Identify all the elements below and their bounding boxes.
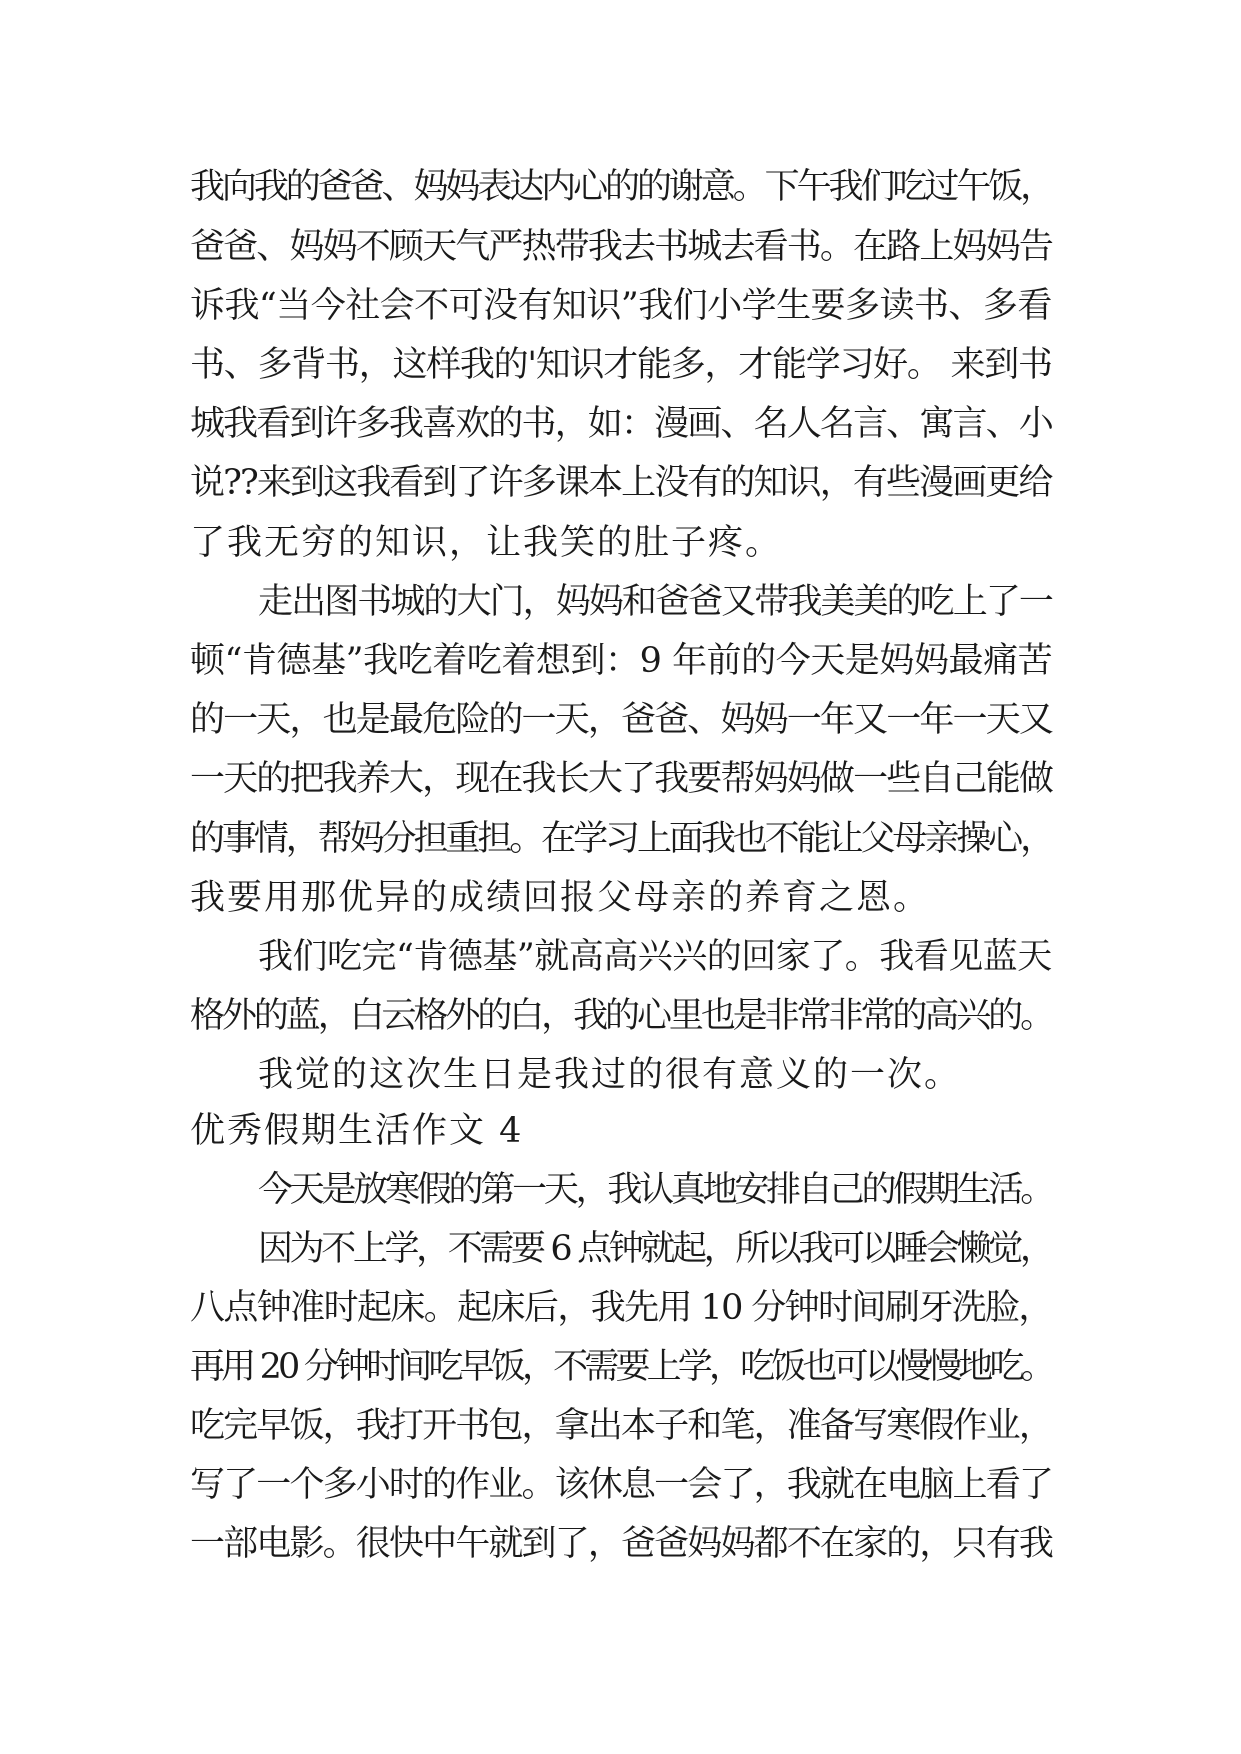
paragraph-first-line: 走出图书城的大门，妈妈和爸爸又带我美美的吃上了一 [258, 582, 1053, 622]
section-heading: 优秀假期生活作文 4 [190, 1111, 524, 1151]
body-text-line: 的一天，也是最危险的一天，爸爸、妈妈一年又一年一天又 [190, 700, 1053, 740]
body-text-line: 城我看到许多我喜欢的书，如：漫画、名人名言、寓言、小 [190, 404, 1053, 444]
paragraph-first-line: 我觉的这次生日是我过的很有意义的一次。 [258, 1055, 962, 1095]
body-text-line: 诉我“当今社会不可没有知识”我们小学生要多读书、多看 [190, 286, 1052, 326]
body-text-line: 写了一个多小时的作业。该休息一会了，我就在电脑上看了 [190, 1465, 1053, 1505]
body-text-line: 八点钟准时起床。起床后，我先用 10 分钟时间刷牙洗脸， [190, 1288, 1052, 1328]
body-text-line: 顿“肯德基”我吃着吃着想到：9 年前的今天是妈妈最痛苦 [190, 641, 1053, 681]
body-text-line: 吃完早饭，我打开书包，拿出本子和笔，准备写寒假作业， [190, 1406, 1053, 1446]
paragraph-first-line: 今天是放寒假的第一天，我认真地安排自己的假期生活。 [258, 1170, 1053, 1210]
body-text-line: 一天的把我养大，现在我长大了我要帮妈妈做一些自己能做 [190, 759, 1053, 799]
body-text-line: 书、多背书，这样我的'知识才能多，才能学习好。 来到书 [190, 345, 1052, 385]
body-text-line: 的事情，帮妈分担重担。在学习上面我也不能让父母亲操心， [190, 819, 1053, 859]
body-text-line: 我要用那优异的成绩回报父母亲的养育之恩。 [190, 878, 931, 918]
body-text-line: 格外的蓝，白云格外的白，我的心里也是非常非常的高兴的。 [190, 996, 1053, 1036]
body-text-line: 再用 20 分钟时间吃早饭，不需要上学，吃饭也可以慢慢地吃。 [190, 1347, 1052, 1387]
body-text-line: 了我无穷的知识，让我笑的肚子疼。 [190, 523, 783, 563]
paragraph-first-line: 因为不上学，不需要 6 点钟就起，所以我可以睡会懒觉， [258, 1229, 1052, 1269]
body-text-line: 一部电影。很快中午就到了，爸爸妈妈都不在家的，只有我 [190, 1524, 1053, 1564]
body-text-line: 我向我的爸爸、妈妈表达内心的的谢意。下午我们吃过午饭， [190, 167, 1053, 207]
paragraph-first-line: 我们吃完“肯德基”就高高兴兴的回家了。我看见蓝天 [258, 937, 1052, 977]
body-text-line: 说??来到这我看到了许多课本上没有的知识，有些漫画更给 [190, 463, 1052, 503]
body-text-line: 爸爸、妈妈不顾天气严热带我去书城去看书。在路上妈妈告 [190, 227, 1053, 267]
